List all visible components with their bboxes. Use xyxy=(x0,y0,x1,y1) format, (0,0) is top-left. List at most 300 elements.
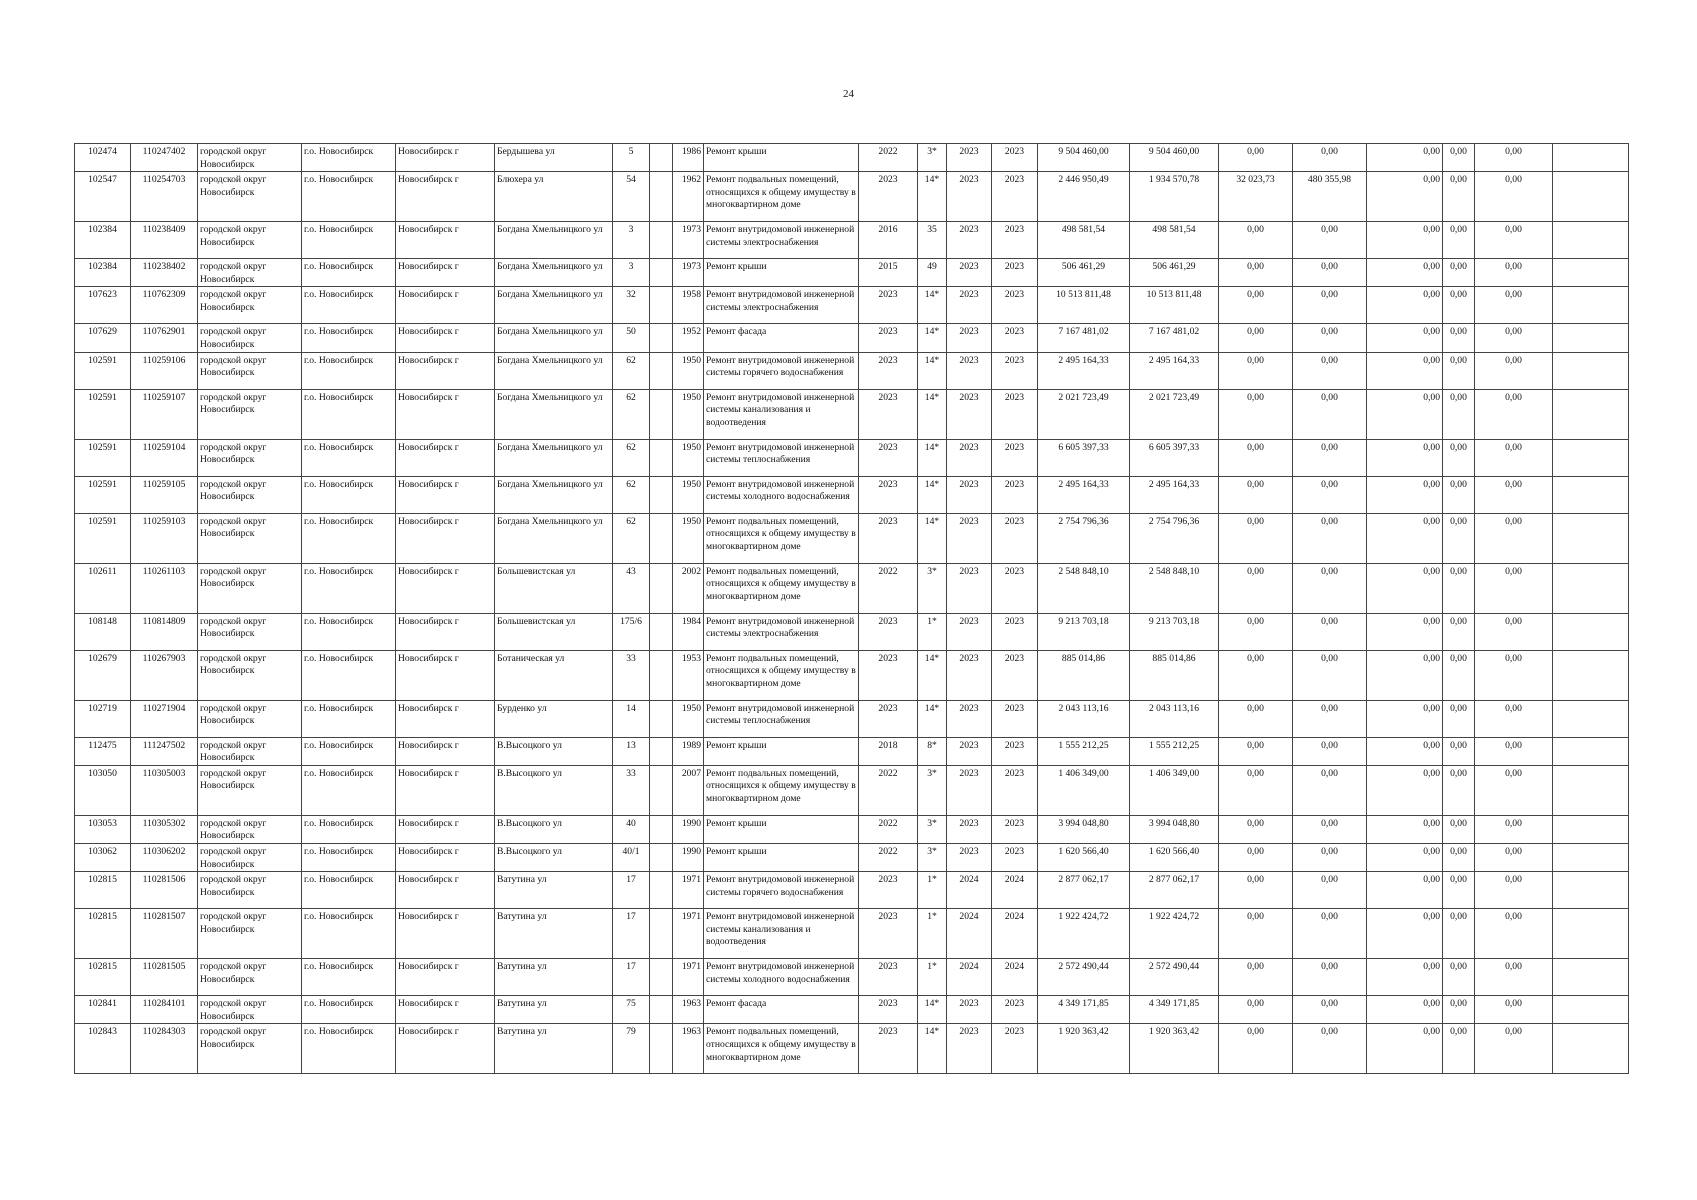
cell-house-id: 102815 xyxy=(75,909,131,959)
cell-house-number: 75 xyxy=(613,996,650,1024)
cell-plan-start-year: 2024 xyxy=(947,872,992,909)
cell-plan-end-year: 2024 xyxy=(992,872,1038,909)
cell-municipality: г.о. Новосибирск xyxy=(302,996,396,1024)
cell-year-built: 1953 xyxy=(673,650,704,700)
cell-fund-amount: 9 213 703,18 xyxy=(1130,613,1219,650)
cell-plan-start-year: 2023 xyxy=(947,765,992,815)
cell-survey-year: 2023 xyxy=(859,996,918,1024)
cell-total-cost: 885 014,86 xyxy=(1038,650,1130,700)
cell-wear-code: 3* xyxy=(918,815,947,843)
cell-house-number: 50 xyxy=(613,324,650,352)
cell-work-type: Ремонт внутридомовой инженерной системы электроснабжения xyxy=(704,613,859,650)
cell-municipality: г.о. Новосибирск xyxy=(302,765,396,815)
cell-municipality: г.о. Новосибирск xyxy=(302,843,396,871)
cell-notes xyxy=(1553,815,1629,843)
cell-building xyxy=(650,613,673,650)
cell-plan-end-year: 2023 xyxy=(992,222,1038,259)
cell-municipality: г.о. Новосибирск xyxy=(302,324,396,352)
cell-other-amount: 0,00 xyxy=(1475,996,1553,1024)
cell-wear-code: 14* xyxy=(918,996,947,1024)
cell-element-id: 110254703 xyxy=(131,172,198,222)
cell-locality: Новосибирск г xyxy=(396,324,495,352)
cell-local-amount: 0,00 xyxy=(1367,389,1443,439)
cell-locality: Новосибирск г xyxy=(396,222,495,259)
cell-survey-year: 2022 xyxy=(859,144,918,172)
cell-house-number: 175/6 xyxy=(613,613,650,650)
cell-notes xyxy=(1553,765,1629,815)
cell-fund-amount: 1 406 349,00 xyxy=(1130,765,1219,815)
cell-house-number: 43 xyxy=(613,563,650,613)
cell-total-cost: 4 349 171,85 xyxy=(1038,996,1130,1024)
cell-year-built: 1958 xyxy=(673,287,704,324)
cell-local-amount: 0,00 xyxy=(1367,613,1443,650)
cell-owner-amount: 0,00 xyxy=(1443,513,1475,563)
cell-municipal-district: городской округ Новосибирск xyxy=(198,144,302,172)
cell-survey-year: 2022 xyxy=(859,563,918,613)
cell-local-amount: 0,00 xyxy=(1367,909,1443,959)
cell-wear-code: 14* xyxy=(918,439,947,476)
cell-total-cost: 2 548 848,10 xyxy=(1038,563,1130,613)
cell-other-amount: 0,00 xyxy=(1475,700,1553,737)
table-row xyxy=(75,700,1629,737)
cell-locality: Новосибирск г xyxy=(396,909,495,959)
cell-regional-amount: 0,00 xyxy=(1293,389,1367,439)
cell-survey-year: 2023 xyxy=(859,909,918,959)
cell-work-type: Ремонт подвальных помещений, относящихся к общему имуществу в многоквартирном доме xyxy=(704,172,859,222)
cell-local-amount: 0,00 xyxy=(1367,352,1443,389)
cell-other-amount: 0,00 xyxy=(1475,815,1553,843)
cell-total-cost: 6 605 397,33 xyxy=(1038,439,1130,476)
table-row xyxy=(75,1024,1629,1074)
cell-owner-amount: 0,00 xyxy=(1443,287,1475,324)
cell-wear-code: 8* xyxy=(918,737,947,765)
cell-locality: Новосибирск г xyxy=(396,996,495,1024)
cell-owner-amount: 0,00 xyxy=(1443,324,1475,352)
cell-notes xyxy=(1553,352,1629,389)
cell-regional-amount: 0,00 xyxy=(1293,613,1367,650)
cell-fund-amount: 506 461,29 xyxy=(1130,259,1219,287)
cell-fund-amount: 2 021 723,49 xyxy=(1130,389,1219,439)
cell-year-built: 1973 xyxy=(673,222,704,259)
cell-house-number: 13 xyxy=(613,737,650,765)
cell-other-amount: 0,00 xyxy=(1475,287,1553,324)
cell-year-built: 1986 xyxy=(673,144,704,172)
cell-street: Большевистская ул xyxy=(495,613,613,650)
cell-plan-start-year: 2023 xyxy=(947,172,992,222)
table-row xyxy=(75,476,1629,513)
cell-local-amount: 0,00 xyxy=(1367,563,1443,613)
cell-local-amount: 0,00 xyxy=(1367,765,1443,815)
cell-owner-amount: 0,00 xyxy=(1443,439,1475,476)
cell-plan-start-year: 2023 xyxy=(947,259,992,287)
cell-total-cost: 9 213 703,18 xyxy=(1038,613,1130,650)
cell-owner-amount: 0,00 xyxy=(1443,563,1475,613)
cell-municipal-district: городской округ Новосибирск xyxy=(198,439,302,476)
cell-plan-start-year: 2023 xyxy=(947,352,992,389)
cell-notes xyxy=(1553,909,1629,959)
table-row xyxy=(75,259,1629,287)
cell-notes xyxy=(1553,513,1629,563)
cell-plan-end-year: 2023 xyxy=(992,1024,1038,1074)
cell-owner-amount: 0,00 xyxy=(1443,843,1475,871)
cell-notes xyxy=(1553,389,1629,439)
cell-owner-amount: 0,00 xyxy=(1443,909,1475,959)
cell-total-cost: 1 922 424,72 xyxy=(1038,909,1130,959)
cell-building xyxy=(650,765,673,815)
cell-element-id: 110306202 xyxy=(131,843,198,871)
table-row xyxy=(75,872,1629,909)
cell-locality: Новосибирск г xyxy=(396,259,495,287)
cell-federal-amount: 0,00 xyxy=(1219,959,1293,996)
cell-plan-start-year: 2023 xyxy=(947,513,992,563)
cell-locality: Новосибирск г xyxy=(396,389,495,439)
cell-other-amount: 0,00 xyxy=(1475,613,1553,650)
cell-plan-start-year: 2023 xyxy=(947,700,992,737)
cell-municipality: г.о. Новосибирск xyxy=(302,513,396,563)
cell-house-id: 102815 xyxy=(75,872,131,909)
cell-federal-amount: 0,00 xyxy=(1219,476,1293,513)
cell-plan-end-year: 2023 xyxy=(992,700,1038,737)
cell-work-type: Ремонт подвальных помещений, относящихся к общему имуществу в многоквартирном доме xyxy=(704,765,859,815)
cell-house-number: 54 xyxy=(613,172,650,222)
table-row xyxy=(75,389,1629,439)
table-row xyxy=(75,737,1629,765)
cell-year-built: 1950 xyxy=(673,439,704,476)
cell-owner-amount: 0,00 xyxy=(1443,389,1475,439)
cell-federal-amount: 0,00 xyxy=(1219,287,1293,324)
cell-year-built: 1984 xyxy=(673,613,704,650)
cell-other-amount: 0,00 xyxy=(1475,144,1553,172)
cell-other-amount: 0,00 xyxy=(1475,439,1553,476)
cell-plan-end-year: 2023 xyxy=(992,172,1038,222)
cell-wear-code: 14* xyxy=(918,476,947,513)
cell-total-cost: 1 406 349,00 xyxy=(1038,765,1130,815)
cell-locality: Новосибирск г xyxy=(396,144,495,172)
cell-other-amount: 0,00 xyxy=(1475,650,1553,700)
cell-plan-end-year: 2023 xyxy=(992,765,1038,815)
cell-work-type: Ремонт подвальных помещений, относящихся к общему имуществу в многоквартирном доме xyxy=(704,650,859,700)
cell-plan-start-year: 2023 xyxy=(947,843,992,871)
cell-wear-code: 3* xyxy=(918,843,947,871)
cell-house-id: 102591 xyxy=(75,476,131,513)
cell-local-amount: 0,00 xyxy=(1367,324,1443,352)
cell-house-number: 32 xyxy=(613,287,650,324)
cell-total-cost: 2 572 490,44 xyxy=(1038,959,1130,996)
cell-municipality: г.о. Новосибирск xyxy=(302,259,396,287)
cell-wear-code: 14* xyxy=(918,650,947,700)
cell-house-number: 40/1 xyxy=(613,843,650,871)
cell-locality: Новосибирск г xyxy=(396,439,495,476)
cell-local-amount: 0,00 xyxy=(1367,700,1443,737)
cell-federal-amount: 0,00 xyxy=(1219,843,1293,871)
cell-year-built: 1990 xyxy=(673,843,704,871)
cell-municipality: г.о. Новосибирск xyxy=(302,959,396,996)
cell-other-amount: 0,00 xyxy=(1475,959,1553,996)
cell-notes xyxy=(1553,144,1629,172)
cell-work-type: Ремонт крыши xyxy=(704,815,859,843)
cell-year-built: 1989 xyxy=(673,737,704,765)
cell-plan-start-year: 2023 xyxy=(947,439,992,476)
cell-municipal-district: городской округ Новосибирск xyxy=(198,765,302,815)
cell-house-number: 3 xyxy=(613,222,650,259)
cell-wear-code: 14* xyxy=(918,172,947,222)
cell-municipal-district: городской округ Новосибирск xyxy=(198,872,302,909)
cell-fund-amount: 10 513 811,48 xyxy=(1130,287,1219,324)
cell-federal-amount: 32 023,73 xyxy=(1219,172,1293,222)
cell-house-id: 103062 xyxy=(75,843,131,871)
cell-building xyxy=(650,959,673,996)
cell-street: Богдана Хмельницкого ул xyxy=(495,513,613,563)
cell-work-type: Ремонт крыши xyxy=(704,259,859,287)
cell-other-amount: 0,00 xyxy=(1475,563,1553,613)
cell-regional-amount: 0,00 xyxy=(1293,765,1367,815)
cell-total-cost: 506 461,29 xyxy=(1038,259,1130,287)
cell-plan-start-year: 2023 xyxy=(947,815,992,843)
cell-wear-code: 1* xyxy=(918,613,947,650)
cell-fund-amount: 4 349 171,85 xyxy=(1130,996,1219,1024)
cell-plan-end-year: 2023 xyxy=(992,476,1038,513)
cell-federal-amount: 0,00 xyxy=(1219,439,1293,476)
cell-building xyxy=(650,222,673,259)
cell-municipality: г.о. Новосибирск xyxy=(302,650,396,700)
cell-municipality: г.о. Новосибирск xyxy=(302,439,396,476)
cell-element-id: 110281507 xyxy=(131,909,198,959)
cell-wear-code: 14* xyxy=(918,700,947,737)
cell-fund-amount: 2 548 848,10 xyxy=(1130,563,1219,613)
cell-house-id: 102591 xyxy=(75,389,131,439)
cell-survey-year: 2023 xyxy=(859,324,918,352)
cell-building xyxy=(650,172,673,222)
cell-municipal-district: городской округ Новосибирск xyxy=(198,909,302,959)
table-row xyxy=(75,765,1629,815)
cell-notes xyxy=(1553,737,1629,765)
cell-plan-end-year: 2023 xyxy=(992,513,1038,563)
cell-fund-amount: 1 922 424,72 xyxy=(1130,909,1219,959)
cell-locality: Новосибирск г xyxy=(396,287,495,324)
capital-repair-registry-table xyxy=(74,143,1629,1074)
cell-work-type: Ремонт фасада xyxy=(704,324,859,352)
cell-survey-year: 2023 xyxy=(859,476,918,513)
cell-federal-amount: 0,00 xyxy=(1219,872,1293,909)
cell-work-type: Ремонт внутридомовой инженерной системы электроснабжения xyxy=(704,287,859,324)
cell-plan-end-year: 2023 xyxy=(992,259,1038,287)
cell-owner-amount: 0,00 xyxy=(1443,1024,1475,1074)
cell-street: Богдана Хмельницкого ул xyxy=(495,287,613,324)
cell-work-type: Ремонт фасада xyxy=(704,996,859,1024)
table-row xyxy=(75,439,1629,476)
cell-owner-amount: 0,00 xyxy=(1443,222,1475,259)
cell-notes xyxy=(1553,172,1629,222)
cell-wear-code: 14* xyxy=(918,513,947,563)
cell-house-id: 102474 xyxy=(75,144,131,172)
cell-building xyxy=(650,144,673,172)
cell-notes xyxy=(1553,872,1629,909)
cell-survey-year: 2022 xyxy=(859,843,918,871)
cell-house-number: 33 xyxy=(613,765,650,815)
cell-local-amount: 0,00 xyxy=(1367,1024,1443,1074)
cell-wear-code: 14* xyxy=(918,324,947,352)
cell-owner-amount: 0,00 xyxy=(1443,959,1475,996)
cell-notes xyxy=(1553,324,1629,352)
cell-wear-code: 3* xyxy=(918,765,947,815)
cell-house-id: 102591 xyxy=(75,439,131,476)
cell-year-built: 1950 xyxy=(673,700,704,737)
cell-regional-amount: 0,00 xyxy=(1293,1024,1367,1074)
cell-municipal-district: городской округ Новосибирск xyxy=(198,563,302,613)
cell-other-amount: 0,00 xyxy=(1475,513,1553,563)
cell-municipality: г.о. Новосибирск xyxy=(302,287,396,324)
cell-work-type: Ремонт внутридомовой инженерной системы канализования и водоотведения xyxy=(704,389,859,439)
cell-plan-end-year: 2024 xyxy=(992,909,1038,959)
cell-other-amount: 0,00 xyxy=(1475,352,1553,389)
cell-street: Богдана Хмельницкого ул xyxy=(495,352,613,389)
cell-municipal-district: городской округ Новосибирск xyxy=(198,737,302,765)
cell-locality: Новосибирск г xyxy=(396,737,495,765)
cell-local-amount: 0,00 xyxy=(1367,287,1443,324)
cell-local-amount: 0,00 xyxy=(1367,259,1443,287)
cell-survey-year: 2023 xyxy=(859,959,918,996)
cell-element-id: 110259107 xyxy=(131,389,198,439)
cell-house-number: 62 xyxy=(613,352,650,389)
cell-house-id: 102841 xyxy=(75,996,131,1024)
cell-wear-code: 1* xyxy=(918,872,947,909)
cell-regional-amount: 0,00 xyxy=(1293,700,1367,737)
cell-federal-amount: 0,00 xyxy=(1219,815,1293,843)
cell-year-built: 2007 xyxy=(673,765,704,815)
cell-year-built: 1963 xyxy=(673,1024,704,1074)
cell-street: Богдана Хмельницкого ул xyxy=(495,439,613,476)
cell-total-cost: 1 620 566,40 xyxy=(1038,843,1130,871)
cell-local-amount: 0,00 xyxy=(1367,872,1443,909)
cell-owner-amount: 0,00 xyxy=(1443,872,1475,909)
table-row xyxy=(75,613,1629,650)
cell-work-type: Ремонт внутридомовой инженерной системы канализования и водоотведения xyxy=(704,909,859,959)
cell-survey-year: 2023 xyxy=(859,439,918,476)
cell-federal-amount: 0,00 xyxy=(1219,563,1293,613)
cell-regional-amount: 0,00 xyxy=(1293,815,1367,843)
cell-element-id: 110238402 xyxy=(131,259,198,287)
cell-survey-year: 2023 xyxy=(859,172,918,222)
cell-other-amount: 0,00 xyxy=(1475,222,1553,259)
cell-house-id: 102547 xyxy=(75,172,131,222)
cell-municipality: г.о. Новосибирск xyxy=(302,389,396,439)
cell-fund-amount: 2 877 062,17 xyxy=(1130,872,1219,909)
cell-fund-amount: 7 167 481,02 xyxy=(1130,324,1219,352)
cell-regional-amount: 0,00 xyxy=(1293,959,1367,996)
cell-locality: Новосибирск г xyxy=(396,650,495,700)
cell-element-id: 110305003 xyxy=(131,765,198,815)
cell-house-number: 3 xyxy=(613,259,650,287)
cell-locality: Новосибирск г xyxy=(396,513,495,563)
cell-year-built: 1971 xyxy=(673,959,704,996)
cell-street: Богдана Хмельницкого ул xyxy=(495,476,613,513)
cell-regional-amount: 0,00 xyxy=(1293,843,1367,871)
cell-wear-code: 49 xyxy=(918,259,947,287)
cell-element-id: 110267903 xyxy=(131,650,198,700)
cell-municipal-district: городской округ Новосибирск xyxy=(198,513,302,563)
cell-plan-start-year: 2023 xyxy=(947,737,992,765)
cell-total-cost: 1 920 363,42 xyxy=(1038,1024,1130,1074)
cell-house-id: 102843 xyxy=(75,1024,131,1074)
cell-other-amount: 0,00 xyxy=(1475,172,1553,222)
cell-work-type: Ремонт внутридомовой инженерной системы холодного водоснабжения xyxy=(704,476,859,513)
cell-house-id: 102815 xyxy=(75,959,131,996)
table-row xyxy=(75,909,1629,959)
cell-year-built: 2002 xyxy=(673,563,704,613)
cell-plan-start-year: 2023 xyxy=(947,222,992,259)
cell-total-cost: 2 877 062,17 xyxy=(1038,872,1130,909)
cell-year-built: 1950 xyxy=(673,476,704,513)
table-row xyxy=(75,650,1629,700)
cell-notes xyxy=(1553,563,1629,613)
cell-local-amount: 0,00 xyxy=(1367,476,1443,513)
cell-plan-end-year: 2023 xyxy=(992,563,1038,613)
cell-local-amount: 0,00 xyxy=(1367,959,1443,996)
cell-fund-amount: 6 605 397,33 xyxy=(1130,439,1219,476)
cell-regional-amount: 0,00 xyxy=(1293,872,1367,909)
table-row xyxy=(75,815,1629,843)
cell-street: Ватутина ул xyxy=(495,872,613,909)
cell-total-cost: 2 043 113,16 xyxy=(1038,700,1130,737)
cell-element-id: 110259106 xyxy=(131,352,198,389)
cell-municipality: г.о. Новосибирск xyxy=(302,700,396,737)
cell-house-number: 17 xyxy=(613,909,650,959)
cell-federal-amount: 0,00 xyxy=(1219,909,1293,959)
cell-building xyxy=(650,909,673,959)
cell-building xyxy=(650,389,673,439)
cell-work-type: Ремонт внутридомовой инженерной системы горячего водоснабжения xyxy=(704,872,859,909)
table-row xyxy=(75,222,1629,259)
cell-survey-year: 2023 xyxy=(859,1024,918,1074)
cell-locality: Новосибирск г xyxy=(396,815,495,843)
cell-federal-amount: 0,00 xyxy=(1219,765,1293,815)
cell-building xyxy=(650,872,673,909)
cell-element-id: 110259103 xyxy=(131,513,198,563)
cell-federal-amount: 0,00 xyxy=(1219,996,1293,1024)
cell-municipal-district: городской округ Новосибирск xyxy=(198,287,302,324)
cell-municipal-district: городской округ Новосибирск xyxy=(198,1024,302,1074)
page-number: 24 xyxy=(843,88,854,100)
cell-fund-amount: 3 994 048,80 xyxy=(1130,815,1219,843)
cell-wear-code: 3* xyxy=(918,563,947,613)
cell-element-id: 110261103 xyxy=(131,563,198,613)
cell-owner-amount: 0,00 xyxy=(1443,476,1475,513)
cell-building xyxy=(650,287,673,324)
cell-municipal-district: городской округ Новосибирск xyxy=(198,352,302,389)
cell-plan-start-year: 2023 xyxy=(947,389,992,439)
cell-street: Ватутина ул xyxy=(495,996,613,1024)
cell-wear-code: 14* xyxy=(918,389,947,439)
cell-year-built: 1973 xyxy=(673,259,704,287)
cell-year-built: 1971 xyxy=(673,872,704,909)
table-row xyxy=(75,287,1629,324)
cell-work-type: Ремонт подвальных помещений, относящихся к общему имуществу в многоквартирном доме xyxy=(704,563,859,613)
table-row xyxy=(75,996,1629,1024)
cell-municipal-district: городской округ Новосибирск xyxy=(198,996,302,1024)
cell-house-id: 102384 xyxy=(75,222,131,259)
cell-element-id: 110814809 xyxy=(131,613,198,650)
cell-fund-amount: 2 572 490,44 xyxy=(1130,959,1219,996)
cell-other-amount: 0,00 xyxy=(1475,259,1553,287)
cell-wear-code: 1* xyxy=(918,909,947,959)
cell-regional-amount: 0,00 xyxy=(1293,563,1367,613)
cell-notes xyxy=(1553,700,1629,737)
cell-plan-end-year: 2023 xyxy=(992,815,1038,843)
cell-survey-year: 2023 xyxy=(859,513,918,563)
cell-owner-amount: 0,00 xyxy=(1443,996,1475,1024)
cell-local-amount: 0,00 xyxy=(1367,737,1443,765)
cell-element-id: 110247402 xyxy=(131,144,198,172)
